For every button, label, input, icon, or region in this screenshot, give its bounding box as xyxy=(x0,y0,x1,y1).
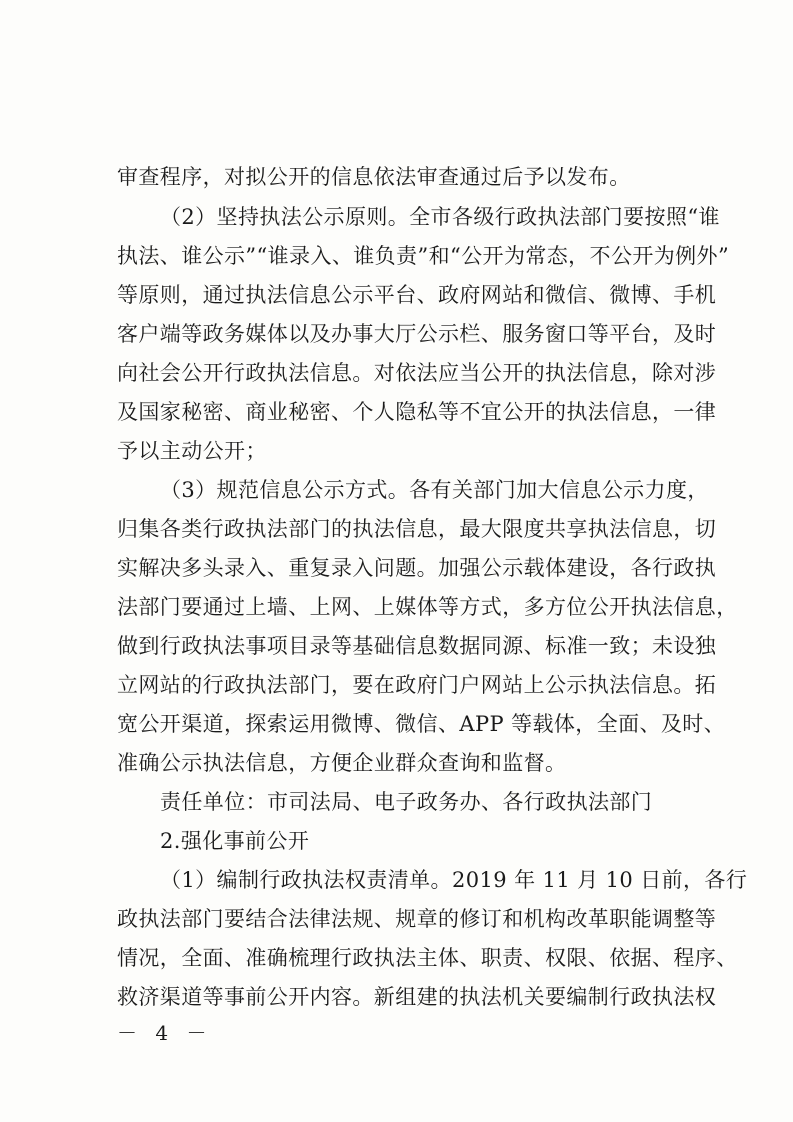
text-line: 执法、谁公示”“谁录入、谁负责”和“公开为常态，不公开为例外” xyxy=(117,244,730,268)
text-line: 予以主动公开； xyxy=(117,439,267,463)
text-line: 法部门要通过上墙、上网、上媒体等方式，多方位公开执法信息， xyxy=(117,595,738,619)
text-line: 责任单位：市司法局、电子政务办、各行政执法部门 xyxy=(160,790,653,814)
text-line: 情况，全面、准确梳理行政执法主体、职责、权限、依据、程序、 xyxy=(117,946,738,970)
text-line: 政执法部门要结合法律法规、规章的修订和机构改革职能调整等 xyxy=(117,907,717,931)
text-line: （2）坚持执法公示原则。全市各级行政执法部门要按照“谁 xyxy=(160,205,720,229)
section-heading: 2.强化事前公开 xyxy=(160,829,310,853)
text-line: 及国家秘密、商业秘密、个人隐私等不宜公开的执法信息，一律 xyxy=(117,400,717,424)
text-line: 向社会公开行政执法信息。对依法应当公开的执法信息，除对涉 xyxy=(117,361,717,385)
page-number: － 4 － xyxy=(117,1021,213,1045)
text-line: 实解决多头录入、重复录入问题。加强公示载体建设，各行政执 xyxy=(117,556,717,580)
text-line: 等原则，通过执法信息公示平台、政府网站和微信、微博、手机 xyxy=(117,283,717,307)
text-line: 做到行政执法事项目录等基础信息数据同源、标准一致；未设独 xyxy=(117,634,717,658)
text-line: （3）规范信息公示方式。各有关部门加大信息公示力度， xyxy=(160,478,709,502)
text-line: （1）编制行政执法权责清单。2019 年 11 月 10 日前，各行 xyxy=(160,868,748,892)
text-line: 救济渠道等事前公开内容。新组建的执法机关要编制行政执法权 xyxy=(117,985,717,1009)
text-line: 归集各类行政执法部门的执法信息，最大限度共享执法信息，切 xyxy=(117,517,717,541)
text-line: 宽公开渠道，探索运用微博、微信、APP 等载体，全面、及时、 xyxy=(117,712,726,736)
text-line: 准确公示执法信息，方便企业群众查询和监督。 xyxy=(117,751,567,775)
text-line: 客户端等政务媒体以及办事大厅公示栏、服务窗口等平台，及时 xyxy=(117,322,717,346)
text-line: 立网站的行政执法部门，要在政府门户网站上公示执法信息。拓 xyxy=(117,673,717,697)
text-line: 审查程序，对拟公开的信息依法审查通过后予以发布。 xyxy=(117,165,631,189)
